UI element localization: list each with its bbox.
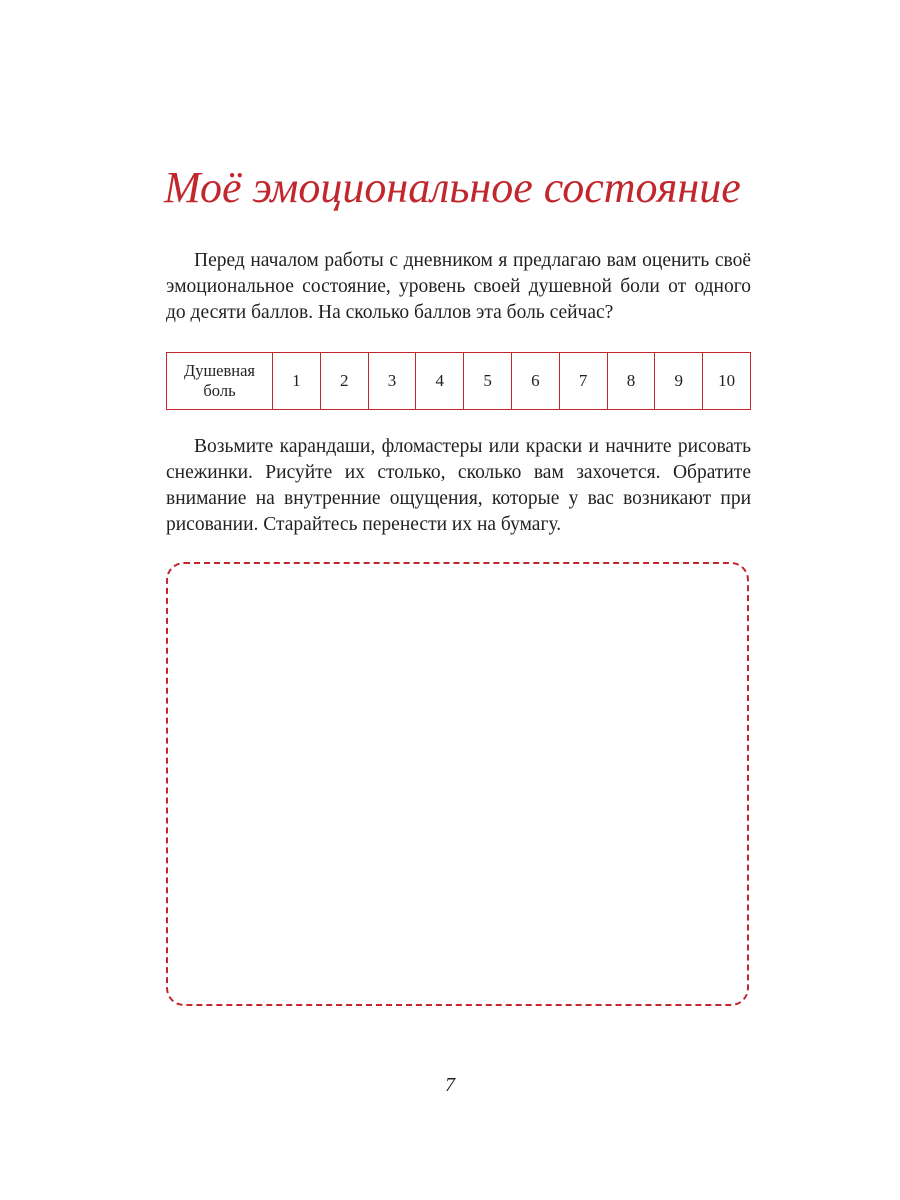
pain-scale-cell-9[interactable]: 9	[655, 353, 703, 410]
page-number: 7	[445, 1074, 455, 1096]
pain-scale-label	[167, 353, 273, 410]
intro-paragraph: Перед началом работы с дневником я предлагаю вам оценить своё эмоциональное состояние, уровень своей душевной боли от одного до десяти баллов. На сколько баллов эта боль сейчас?	[166, 250, 751, 323]
pain-scale-cell-8[interactable]: 8	[607, 353, 655, 410]
instruction-paragraph: Возьмите карандаши, фломастеры или краски и начните рисовать снежинки. Рисуйте их столько, сколько вам захочется. Обратите внимание на внутренние ощущения, которые у вас возникают при рисовании. Старайтесь перенести их на бумагу.	[166, 436, 751, 535]
pain-scale-cell-4[interactable]: 4	[416, 353, 464, 410]
pain-scale-table	[166, 352, 751, 410]
drawing-area[interactable]	[166, 562, 749, 1006]
pain-scale-cell-5[interactable]: 5	[464, 353, 512, 410]
pain-scale-cell-7[interactable]: 7	[559, 353, 607, 410]
pain-scale-cell-3[interactable]: 3	[368, 353, 416, 410]
pain-scale-cell-6[interactable]: 6	[511, 353, 559, 410]
pain-scale-cell-1[interactable]: 1	[273, 353, 321, 410]
page-title: Моё эмоциональное состояние	[164, 163, 741, 212]
pain-scale-cell-10[interactable]: 10	[703, 353, 751, 410]
pain-scale-label-line2: боль	[203, 381, 236, 400]
pain-scale-cell-2[interactable]: 2	[320, 353, 368, 410]
pain-scale-label-line1: Душевная	[183, 361, 256, 380]
pain-scale-row	[167, 353, 751, 410]
